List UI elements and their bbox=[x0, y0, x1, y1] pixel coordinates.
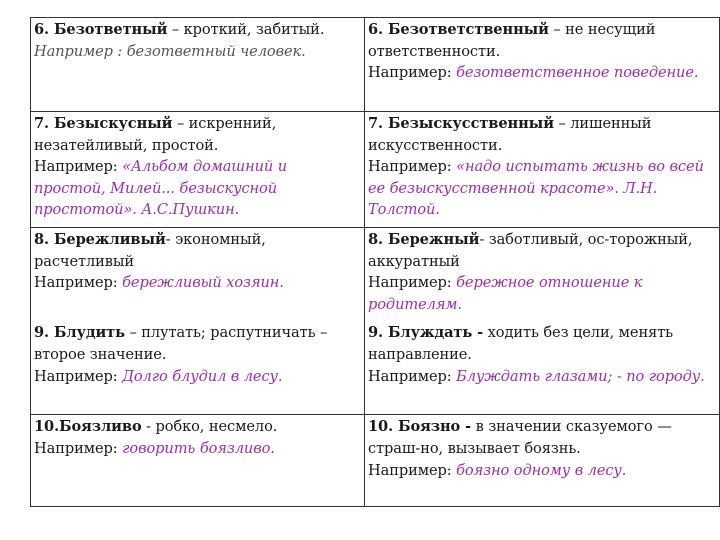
right-cell bbox=[365, 321, 720, 415]
example-prefix: Например: bbox=[368, 461, 457, 479]
example-prefix: Например: bbox=[34, 274, 123, 292]
term: 10.Боязливо bbox=[34, 418, 142, 436]
term: 9. Блудить bbox=[34, 324, 125, 342]
term: 6. Безответственный bbox=[368, 21, 549, 38]
left-cell bbox=[31, 18, 365, 112]
example: безответственное поведение. bbox=[456, 64, 699, 82]
definition: в значении сказуемого — страш-но, вызывает боязнь. bbox=[368, 418, 672, 457]
term: 10. Боязно - bbox=[368, 418, 472, 436]
example: Блуждать глазами; - по городу. bbox=[456, 367, 705, 385]
example-prefix: Например: bbox=[368, 64, 457, 82]
table-row bbox=[31, 112, 720, 228]
left-cell bbox=[31, 321, 365, 415]
term: 8. Бережный bbox=[368, 230, 480, 248]
example-prefix: Например: bbox=[368, 158, 457, 176]
definition: – искренний, незатейливый, простой. bbox=[34, 115, 277, 154]
right-cell bbox=[365, 18, 720, 112]
definition: - экономный, расчетливый bbox=[34, 230, 266, 270]
example-prefix: Например: bbox=[34, 158, 123, 176]
table-row bbox=[31, 18, 720, 112]
term: 6. Безответный bbox=[34, 21, 168, 38]
paronyms-table bbox=[30, 17, 720, 507]
left-cell bbox=[31, 227, 365, 321]
table-row bbox=[31, 415, 720, 507]
left-cell bbox=[31, 415, 365, 507]
example-prefix: Например: bbox=[34, 439, 123, 457]
example-prefix: Например: bbox=[368, 274, 457, 292]
example: Долго блудил в лесу. bbox=[122, 367, 283, 385]
example: бережное отношение к родителям. bbox=[368, 274, 643, 313]
right-cell bbox=[365, 227, 720, 321]
example: «Альбом домашний и простой, Милей... безыскусной простотой». А.С.Пушкин. bbox=[34, 158, 288, 219]
table-row bbox=[31, 321, 720, 415]
example-prefix: Например: bbox=[34, 367, 123, 385]
definition: - робко, несмело. bbox=[141, 418, 278, 436]
definition: – кроткий, забитый. bbox=[167, 21, 325, 38]
definition: – лишенный искусственности. bbox=[368, 115, 652, 154]
left-cell bbox=[31, 112, 365, 228]
right-cell bbox=[365, 415, 720, 507]
example: боязно одному в лесу. bbox=[456, 461, 627, 479]
term: 7. Безыскусный bbox=[34, 115, 173, 132]
example-prefix: Например: bbox=[368, 367, 457, 385]
term: 9. Блуждать - bbox=[368, 324, 484, 342]
example: Например : безответный человек. bbox=[34, 42, 306, 60]
example: «надо испытать жизнь во всей ее безыскусственной красоте». Л.Н. Толстой. bbox=[368, 158, 704, 219]
definition: – плутать; распутничать – второе значение. bbox=[34, 324, 328, 363]
definition: - заботливый, ос-торожный, аккуратный bbox=[368, 230, 693, 270]
right-cell bbox=[365, 112, 720, 228]
example: говорить боязливо. bbox=[122, 439, 275, 457]
term: 7. Безыскусственный bbox=[368, 115, 554, 132]
definition: – не несущий ответственности. bbox=[368, 21, 656, 60]
definition: ходить без цели, менять направление. bbox=[368, 324, 674, 363]
term: 8. Бережливый bbox=[34, 230, 166, 248]
table-row bbox=[31, 227, 720, 321]
example: бережливый хозяин. bbox=[122, 274, 284, 292]
